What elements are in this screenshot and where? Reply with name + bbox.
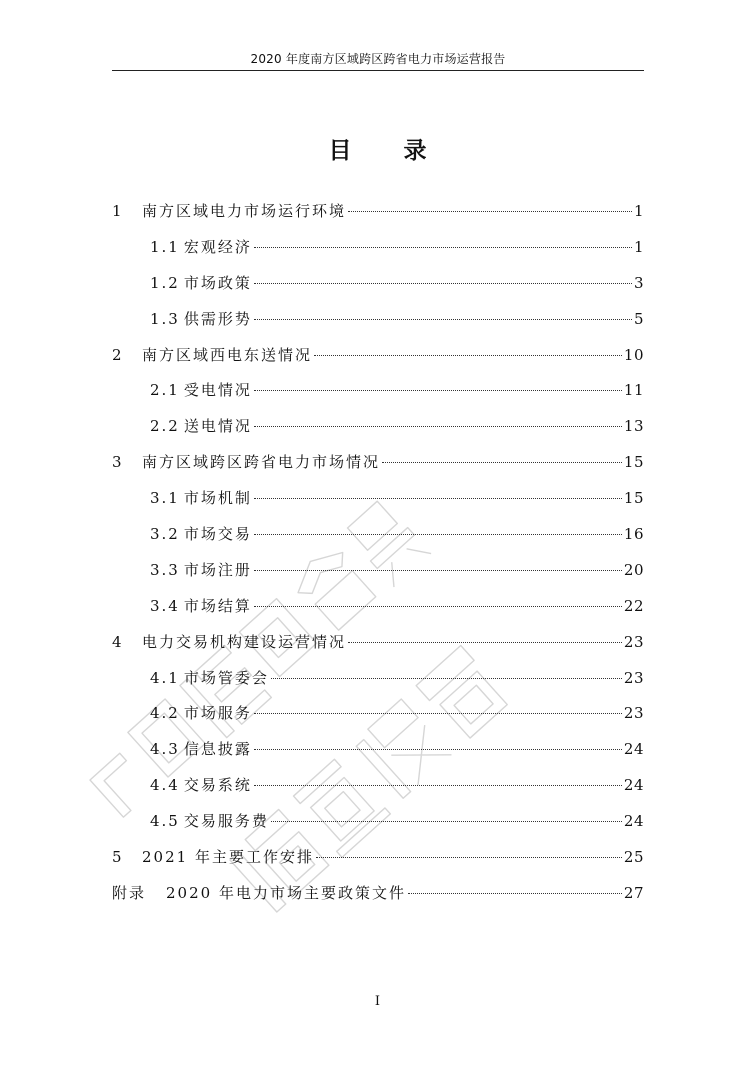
toc-entry-page-number: 23: [623, 668, 644, 687]
toc-entry-subsection[interactable]: [112, 375, 644, 411]
dot-leader: [254, 606, 622, 607]
toc-entry-subsection[interactable]: [112, 268, 644, 304]
toc-entry-label: 宏观经济: [183, 237, 252, 256]
toc-entry-appendix[interactable]: [112, 878, 644, 914]
toc-entry-page-number: 23: [623, 632, 644, 651]
toc-entry-label: 2021 年主要工作安排: [142, 848, 314, 867]
toc-entry-label: 市场管委会: [183, 668, 269, 687]
dot-leader: [254, 390, 622, 391]
dot-leader: [271, 678, 622, 679]
dot-leader: [254, 534, 622, 535]
toc-entry-subsection[interactable]: [112, 555, 644, 591]
dot-leader: [254, 785, 622, 786]
dot-leader: [382, 462, 622, 463]
toc-entry-number: 1.2: [150, 273, 180, 292]
toc-entry-label: 2020 年电力市场主要政策文件: [166, 883, 406, 902]
header-rule: [112, 70, 644, 71]
toc-entry-page-number: 24: [623, 776, 644, 795]
toc-entry-label: 市场机制: [183, 489, 252, 508]
toc-entry-number: 5: [112, 848, 124, 867]
toc-entry-label: 市场注册: [183, 560, 252, 579]
toc-list: [112, 196, 644, 914]
toc-entry-number: 2.2: [150, 417, 180, 436]
toc-entry-label: 南方区域电力市场运行环境: [142, 202, 347, 220]
toc-entry-section[interactable]: [112, 627, 644, 663]
toc-entry-number: 4.3: [150, 740, 180, 759]
dot-leader: [254, 749, 622, 750]
toc-entry-subsection[interactable]: [112, 734, 644, 770]
toc-entry-label: 市场政策: [183, 273, 252, 292]
toc-entry-subsection[interactable]: [112, 663, 644, 699]
dot-leader: [254, 570, 622, 571]
toc-entry-page-number: 11: [623, 381, 644, 400]
dot-leader: [254, 498, 622, 499]
toc-entry-label: 交易服务费: [183, 812, 269, 831]
toc-entry-number: 2: [112, 345, 124, 364]
toc-entry-label: 南方区域西电东送情况: [142, 345, 313, 364]
toc-entry-subsection[interactable]: [112, 304, 644, 340]
toc-entry-section[interactable]: [112, 842, 644, 878]
toc-entry-number: 1: [112, 202, 124, 220]
toc-entry-subsection[interactable]: [112, 483, 644, 519]
toc-entry-page-number: 25: [623, 848, 644, 867]
toc-entry-section[interactable]: [112, 196, 644, 232]
running-header: 2020 年度南方区域跨区跨省电力市场运营报告: [250, 52, 506, 66]
dot-leader: [254, 426, 622, 427]
toc-entry-page-number: 27: [623, 883, 644, 902]
toc-entry-number: 4.4: [150, 776, 180, 795]
toc-entry-page-number: 24: [623, 812, 644, 831]
toc-entry-number: 3.4: [150, 596, 180, 615]
toc-entry-number: 3: [112, 453, 124, 472]
dot-leader: [348, 642, 622, 643]
toc-entry-label: 送电情况: [183, 417, 252, 436]
toc-entry-number: 1.1: [150, 237, 180, 256]
toc-entry-subsection[interactable]: [112, 411, 644, 447]
toc-entry-number: 1.3: [150, 309, 180, 328]
toc-entry-label: 受电情况: [183, 381, 252, 400]
toc-entry-page-number: 15: [623, 489, 644, 508]
toc-entry-label: 市场结算: [183, 596, 252, 615]
toc-title: 目 录: [328, 138, 449, 164]
dot-leader: [254, 283, 632, 284]
toc-entry-number: 3.3: [150, 560, 180, 579]
toc-entry-subsection[interactable]: [112, 232, 644, 268]
toc-entry-label: 交易系统: [183, 776, 252, 795]
toc-entry-page-number: 15: [623, 453, 644, 472]
toc-entry-number: 4.1: [150, 668, 180, 687]
toc-entry-number: 3.1: [150, 489, 180, 508]
toc-entry-page-number: 1: [633, 202, 644, 220]
dot-leader: [316, 857, 622, 858]
dot-leader: [254, 713, 622, 714]
toc-entry-page-number: 5: [633, 309, 644, 328]
footer-page-number: I: [374, 994, 381, 1009]
dot-leader: [348, 211, 632, 212]
toc-entry-number: 3.2: [150, 525, 180, 544]
toc-entry-subsection[interactable]: [112, 698, 644, 734]
dot-leader: [271, 821, 622, 822]
toc-entry-label: 供需形势: [183, 309, 252, 328]
toc-entry-section[interactable]: [112, 340, 644, 376]
dot-leader: [314, 355, 622, 356]
toc-entry-number: 附录: [112, 883, 147, 902]
toc-entry-number: 4.2: [150, 704, 180, 723]
toc-entry-label: 信息披露: [183, 740, 252, 759]
toc-entry-label: 市场服务: [183, 704, 252, 723]
dot-leader: [254, 319, 632, 320]
toc-entry-page-number: 1: [633, 237, 644, 256]
toc-entry-number: 4: [112, 632, 124, 651]
toc-entry-label: 南方区域跨区跨省电力市场情况: [142, 453, 381, 472]
toc-entry-page-number: 13: [623, 417, 644, 436]
toc-entry-section[interactable]: [112, 447, 644, 483]
toc-entry-subsection[interactable]: [112, 770, 644, 806]
dot-leader: [408, 893, 622, 894]
toc-entry-page-number: 23: [623, 704, 644, 723]
toc-entry-page-number: 10: [623, 345, 644, 364]
toc-entry-subsection[interactable]: [112, 806, 644, 842]
toc-entry-subsection[interactable]: [112, 519, 644, 555]
dot-leader: [254, 247, 632, 248]
toc-entry-number: 2.1: [150, 381, 180, 400]
toc-entry-label: 市场交易: [183, 525, 252, 544]
toc-entry-page-number: 22: [623, 596, 644, 615]
toc-entry-page-number: 3: [633, 273, 644, 292]
toc-entry-subsection[interactable]: [112, 591, 644, 627]
toc-entry-label: 电力交易机构建设运营情况: [142, 632, 347, 651]
toc-entry-page-number: 16: [623, 525, 644, 544]
toc-entry-page-number: 20: [623, 560, 644, 579]
toc-entry-page-number: 24: [623, 740, 644, 759]
toc-entry-number: 4.5: [150, 812, 180, 831]
